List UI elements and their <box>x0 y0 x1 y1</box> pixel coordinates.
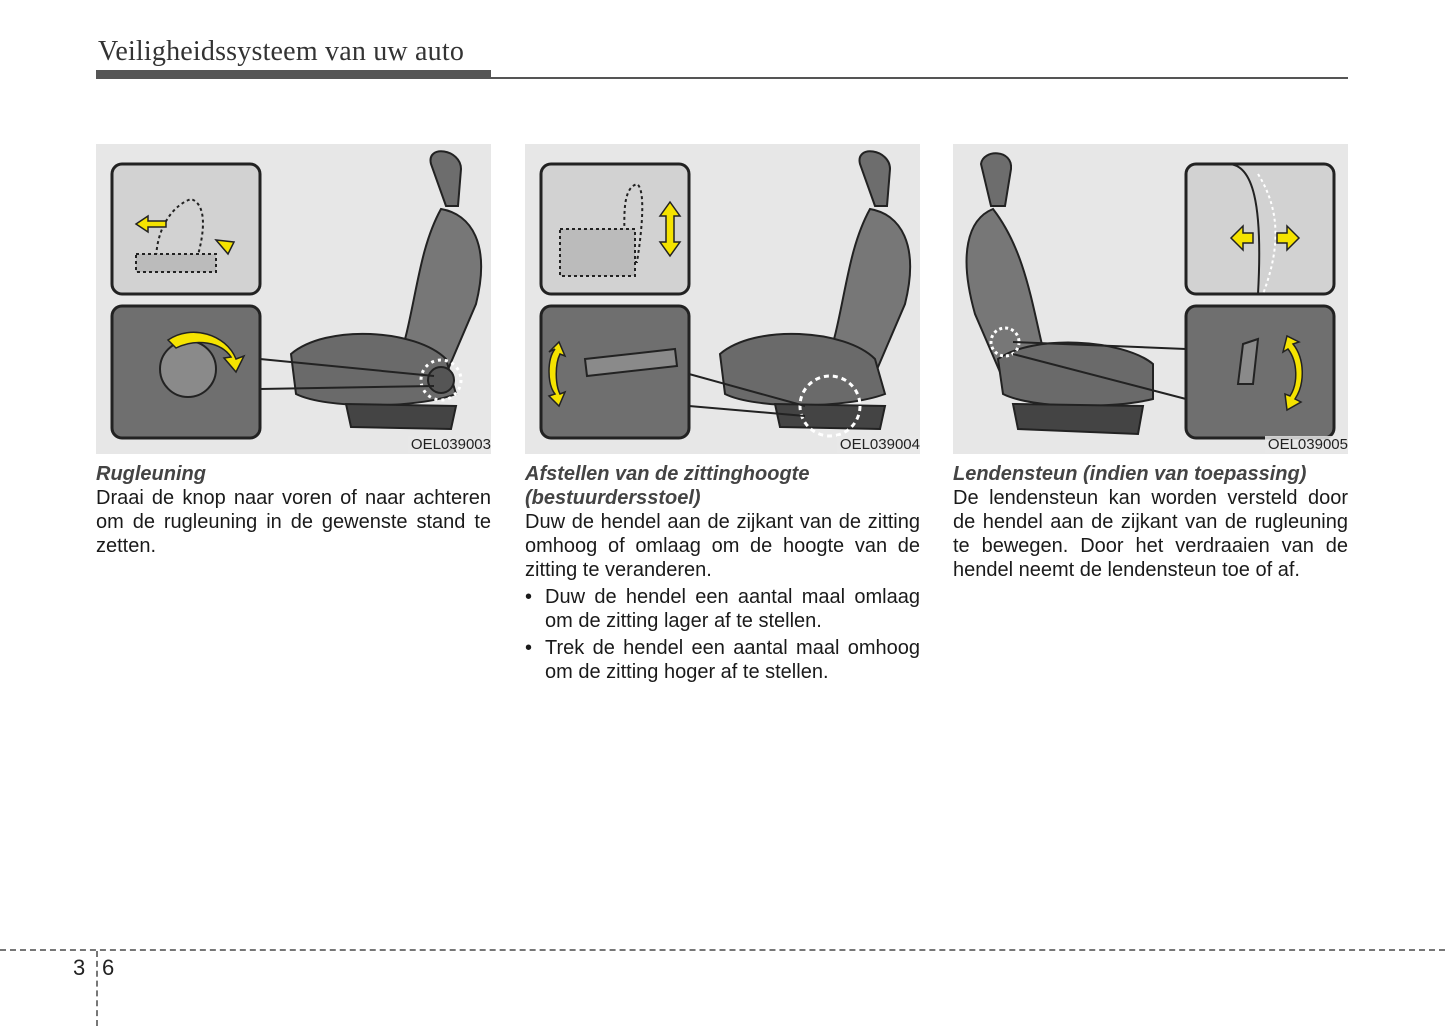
section-title: Lendensteun (indien van toepassing) <box>953 463 1307 485</box>
bullet-list <box>525 585 920 684</box>
seat-recline-illustration <box>96 144 491 454</box>
figure-code: OEL039004 <box>837 436 920 453</box>
figure-code: OEL039005 <box>1265 436 1348 453</box>
figure-seat-height <box>525 144 920 454</box>
page-number: 6 <box>102 955 115 980</box>
section-body: Draai de knop naar voren of naar achteren om de rugleuning in de gewenste stand te zetten. <box>96 487 491 557</box>
section-seatback <box>96 144 491 558</box>
header-rule-thick <box>96 70 491 79</box>
header-rule-thin <box>491 77 1348 79</box>
footer-vertical-divider <box>96 951 98 1026</box>
section-title: Afstellen van de zittinghoogte (bestuurdersstoel) <box>525 463 810 509</box>
footer-divider <box>0 949 1445 951</box>
figure-seatback-recline <box>96 144 491 454</box>
list-item: • Duw de hendel een aantal maal omlaag om de zitting lager af te stellen. <box>525 586 920 632</box>
figure-code: OEL039003 <box>408 436 491 453</box>
section-seat-height <box>525 144 920 687</box>
page-chapter-number: 3 <box>73 955 86 980</box>
seat-height-illustration <box>525 144 920 454</box>
section-body: Duw de hendel aan de zijkant van de zitting omhoog of omlaag om de hoogte van de zitting te veranderen. <box>525 511 920 581</box>
list-item: • Trek de hendel een aantal maal omhoog om de zitting hoger af te stellen. <box>525 637 920 683</box>
section-body: De lendensteun kan worden versteld door de hendel aan de zijkant van de rugleuning te bewegen. Door het verdraaien van de hendel neemt de lendensteun toe of af. <box>953 487 1348 581</box>
section-lumbar <box>953 144 1348 582</box>
seat-icon <box>967 153 1153 434</box>
figure-lumbar-support <box>953 144 1348 454</box>
seat-icon <box>720 151 910 436</box>
page-header-title: Veiligheidssysteem van uw auto <box>98 36 465 67</box>
lumbar-illustration <box>953 144 1348 454</box>
section-title: Rugleuning <box>96 463 206 485</box>
